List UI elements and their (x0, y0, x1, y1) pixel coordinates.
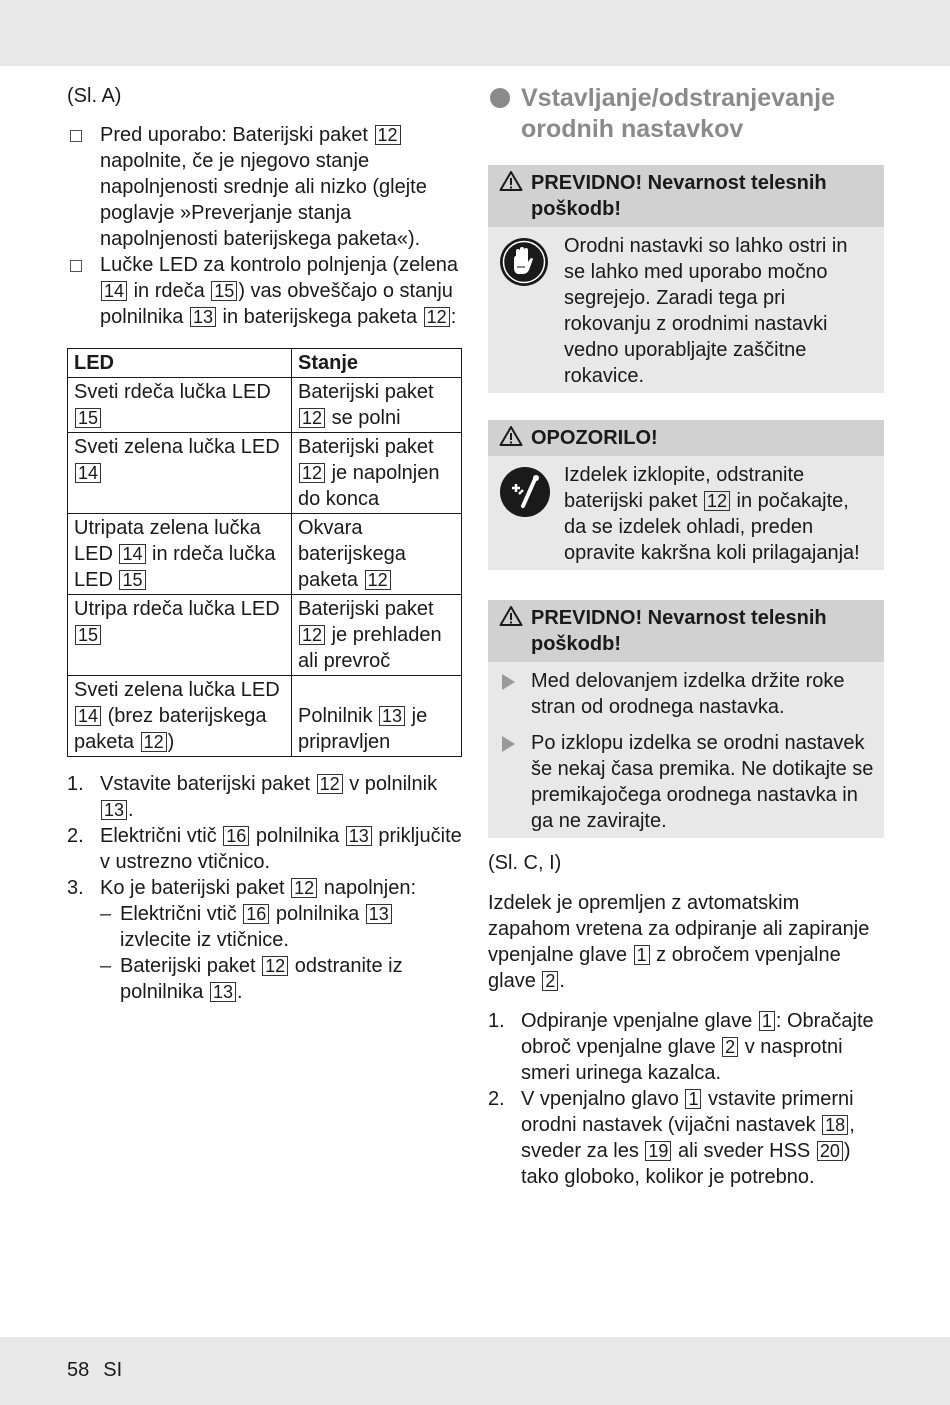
text-run: . (236, 981, 243, 1003)
text-run: se polni (326, 407, 401, 429)
footer-band (0, 1337, 950, 1405)
checkbox-item (67, 252, 462, 330)
text-run: Baterijski paket (120, 955, 262, 977)
text-run: Ko je baterijski paket (100, 877, 291, 899)
text-run: priključite v ustrezno vtičnico. (100, 825, 462, 873)
part-number-ref: 2 (722, 1037, 738, 1057)
text-run: Baterijski paket (298, 381, 434, 403)
text-run: Izdelek izklopite, odstranite baterijski paket (564, 464, 805, 512)
text-run: : (450, 306, 457, 328)
text-run: Sveti zelena lučka LED (74, 436, 280, 458)
table-header-status: Stanje (292, 349, 462, 378)
figure-reference: (Sl. A) (67, 85, 122, 107)
part-number-ref: 12 (375, 125, 401, 145)
warning-header: OPOZORILO! (488, 420, 884, 456)
text-run: ) vas obveščajo o stanju polnilnika (100, 280, 453, 328)
text-run: Okvara baterijskega paketa (298, 517, 406, 591)
table-cell (292, 676, 462, 757)
table-cell (292, 514, 462, 595)
text-run: in počakajte, da se izdelek ohladi, preden opravite kakršna koli prilagajanja! (564, 490, 860, 564)
text-run: vstavite primerni orodni nastavek (vijačni nastavek (521, 1088, 854, 1136)
text-run: napolnite, če je njegovo stanje napolnjenosti srednje ali nizko (glejte poglavje »Preverjanje stanja napolnjenosti baterijskega paketa«). (100, 150, 427, 250)
text-run: . (559, 970, 565, 992)
warning-box-unplug (488, 420, 884, 570)
table-cell (292, 433, 462, 514)
text-run: Utripa rdeča lučka LED (74, 598, 280, 620)
part-number-ref: 19 (645, 1141, 671, 1161)
part-number-ref: 20 (817, 1141, 843, 1161)
step-item: 1. Odpiranje vpenjalne glave 1 : Obračajte obroč vpenjalne glave 2 v nasprotni smeri urinega kazalca. (488, 1010, 874, 1084)
part-number-ref: 16 (243, 904, 269, 924)
table-row (68, 378, 462, 433)
table-row (68, 514, 462, 595)
caution-box-gloves (488, 165, 884, 393)
part-number-ref: 1 (634, 945, 650, 965)
led-status-table (67, 348, 462, 757)
right-column (488, 83, 884, 1190)
part-number-ref: 1 (685, 1089, 701, 1109)
intro-paragraph (488, 890, 884, 994)
part-number-ref: 1 (759, 1011, 775, 1031)
step-item: 1. Vstavite baterijski paket 12 v polnilnik 13 . (67, 773, 438, 821)
text-run: polnilnika (250, 825, 345, 847)
arrow-icon (502, 736, 515, 752)
text-run: Izdelek je opremljen z avtomatskim zapahom vretena za odpiranje ali zapiranje vpenjalne glave (488, 892, 870, 966)
part-number-ref: 13 (210, 982, 236, 1002)
text-run: ali sveder HSS (672, 1140, 816, 1162)
part-number-ref: 15 (119, 570, 145, 590)
text-run: V vpenjalno glavo (521, 1088, 685, 1110)
part-number-ref: 13 (379, 706, 405, 726)
part-number-ref: 13 (366, 904, 392, 924)
part-number-ref: 14 (101, 281, 127, 301)
part-number-ref: 12 (299, 625, 325, 645)
part-number-ref: 12 (704, 491, 730, 511)
part-number-ref: 18 (822, 1115, 848, 1135)
caution-body: Orodni nastavki so lahko ostri in se lahko med uporabo močno segrejejo. Zaradi tega pri rokovanju z orodnimi nastavki vedno uporabljajte zaščitne rokavice. (488, 227, 884, 393)
part-number-ref: 12 (317, 774, 343, 794)
step-item: 2. V vpenjalno glavo 1 vstavite primerni orodni nastavek (vijačni nastavek 18 , sveder za les 19 ali sveder HSS 20 ) tako globoko, kolikor je potrebno. (488, 1088, 855, 1188)
part-number-ref: 12 (291, 878, 317, 898)
caution-header: PREVIDNO! Nevarnost telesnih poškodb! (488, 600, 884, 662)
caution-item: Med delovanjem izdelka držite roke stran od orodnega nastavka. (498, 668, 874, 720)
part-number-ref: 14 (119, 544, 145, 564)
language-code: SI (103, 1359, 123, 1381)
text-run: Odpiranje vpenjalne glave (521, 1010, 758, 1032)
part-number-ref: 12 (299, 463, 325, 483)
table-row (68, 595, 462, 676)
text-run: Utripata zelena lučka LED (74, 517, 261, 565)
caution-item: Po izklopu izdelka se orodni nastavek še nekaj časa premika. Ne dotikajte se premikajočega orodnega nastavka in ga ne zavirajte. (498, 730, 874, 834)
table-cell (68, 433, 292, 514)
part-number-ref: 14 (75, 706, 101, 726)
step-item: 3. Ko je baterijski paket 12 napolnjen: – Električni vtič 16 polnilnika 13 izvlecite iz vtičnice. – Baterijski paket 12 odstranite iz polnilnika 13 . (67, 875, 462, 1005)
table-row (68, 676, 462, 757)
table-header-led: LED (68, 349, 292, 378)
text-run: (brez baterijskega paketa (74, 705, 267, 753)
part-number-ref: 14 (75, 463, 101, 483)
text-run: in rdeča (128, 280, 211, 302)
text-run: : Obračajte obroč vpenjalne glave (521, 1010, 874, 1058)
page-footer (67, 1359, 122, 1382)
text-run: in rdeča lučka LED (74, 543, 276, 591)
part-number-ref: 13 (190, 307, 216, 327)
warning-triangle-icon (499, 605, 523, 627)
text-run: Električni vtič (120, 903, 243, 925)
text-run: Sveti rdeča lučka LED (74, 381, 271, 403)
part-number-ref: 12 (365, 570, 391, 590)
text-run: z obročem vpenjalne glave (488, 944, 841, 992)
part-number-ref: 12 (424, 307, 450, 327)
text-run: Električni vtič (100, 825, 223, 847)
table-cell (68, 514, 292, 595)
section-heading: Vstavljanje/odstranjevanje orodnih nastavkov (488, 83, 884, 145)
header-band (0, 0, 950, 66)
part-number-ref: 15 (75, 408, 101, 428)
text-run: v nasprotni smeri urinega kazalca. (521, 1036, 843, 1084)
text-run: polnilnika (270, 903, 365, 925)
text-run: Sveti zelena lučka LED (74, 679, 280, 701)
sub-step-list (100, 901, 462, 1005)
table-cell (292, 595, 462, 676)
caution-list (488, 662, 884, 838)
part-number-ref: 12 (141, 732, 167, 752)
text-run: Polnilnik (298, 705, 379, 727)
left-column (67, 83, 462, 1005)
text-run: , sveder za les (521, 1114, 855, 1162)
warning-triangle-icon (499, 170, 523, 192)
part-number-ref: 13 (346, 826, 372, 846)
text-run: Baterijski paket (298, 436, 434, 458)
text-run: je napolnjen do konca (298, 462, 440, 510)
table-cell (68, 595, 292, 676)
part-number-ref: 16 (223, 826, 249, 846)
part-number-ref: 12 (262, 956, 288, 976)
text-run: . (128, 799, 134, 821)
arrow-icon (502, 674, 515, 690)
checkbox-list (67, 122, 462, 330)
sub-step-item (100, 901, 462, 953)
warning-body (488, 456, 884, 570)
text-run: je prehladen ali prevroč (298, 624, 442, 672)
text-run: Lučke LED za kontrolo polnjenja (zelena (100, 254, 458, 276)
text-run: v polnilnik (343, 773, 438, 795)
step-item: 2. Električni vtič 16 polnilnika 13 priključite v ustrezno vtičnico. (67, 825, 462, 873)
part-number-ref: 2 (542, 971, 558, 991)
part-number-ref: 15 (75, 625, 101, 645)
text-run: ) (167, 731, 175, 753)
text-run: Pred uporabo: Baterijski paket (100, 124, 374, 146)
text-run: odstranite iz polnilnika (120, 955, 403, 1003)
text-run: napolnjen: (318, 877, 417, 899)
caution-header: PREVIDNO! Nevarnost telesnih poškodb! (488, 165, 884, 227)
figure-reference: (Sl. C, I) (488, 852, 562, 874)
charging-steps (67, 771, 462, 1005)
table-cell (68, 676, 292, 757)
table-cell (68, 378, 292, 433)
text-run: je pripravljen (298, 705, 428, 753)
table-cell (292, 378, 462, 433)
warning-triangle-icon (499, 425, 523, 447)
page-number: 58 (67, 1359, 90, 1381)
text-run: in baterijskega paketa (216, 306, 423, 328)
table-row (68, 433, 462, 514)
checkbox-item (67, 122, 462, 252)
gloves-icon (499, 237, 549, 287)
bullet-dot-icon (490, 88, 510, 108)
part-number-ref: 13 (101, 800, 127, 820)
text-run: Baterijski paket (298, 598, 434, 620)
text-run: Vstavite baterijski paket (100, 773, 316, 795)
unplug-icon (499, 466, 551, 518)
part-number-ref: 15 (211, 281, 237, 301)
text-run: izvlecite iz vtičnice. (120, 929, 289, 951)
caution-box-moving-tool (488, 600, 884, 838)
text-run: ) tako globoko, kolikor je potrebno. (521, 1140, 851, 1188)
part-number-ref: 12 (299, 408, 325, 428)
sub-step-item (100, 953, 462, 1005)
chuck-steps (488, 1008, 884, 1190)
